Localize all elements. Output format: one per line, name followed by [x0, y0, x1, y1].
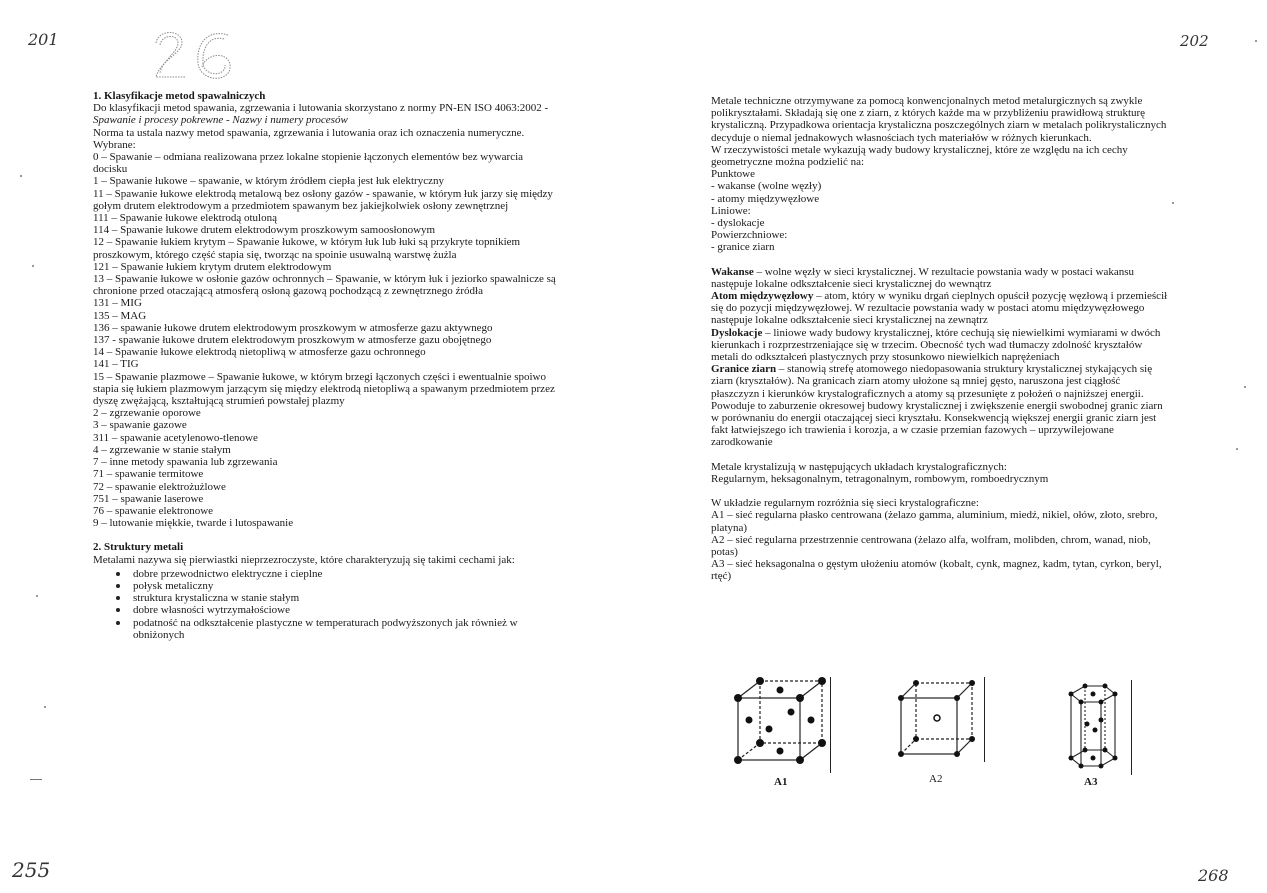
- process-item: 137 - spawanie łukowe drutem elektrodowym proszkowym w atmosferze gazu obojętnego: [93, 334, 492, 347]
- figure-a2-bcc-lattice: [896, 676, 976, 761]
- intro-paragraph: Do klasyfikacji metod spawania, zgrzewania i lutowania skorzystano z normy PN-EN ISO 4063:2002 - Spawanie i procesy pokrewne - Nazwy i numery procesów: [93, 102, 549, 127]
- section1-title: 1. Klasyfikacje metod spawalniczych: [93, 90, 266, 102]
- figure-divider: [830, 677, 831, 773]
- process-item: 121 – Spawanie łukiem krytym drutem elektrodowym: [93, 260, 332, 273]
- process-item: 11 – Spawanie łukowe elektrodą metalową bez osłony gazów - spawanie, w którym łuk jarzy się między gołym drutem elektrodowym a przedmiotem spawanym bez jakiejkolwiek osłony zewnętrznej: [93, 187, 553, 212]
- process-item: 15 – Spawanie plazmowe – Spawanie łukowe, w którym brzegi łączonych części i ewentualnie spoiwo stapia się łukiem plazmowym jarzącym się między elektrodą nietopliwą a spawanym przedmiotem przez dyszę zwężającą, kształtującą strumień powstałej plazmy: [93, 370, 555, 408]
- process-item: 0 – Spawanie – odmiana realizowana przez lokalne stopienie łączonych elementów bez wywarcia docisku: [93, 151, 524, 176]
- lattice-item: A2 – sieć regularna przestrzennie centrowana (żelazo alfa, wolfram, molibden, chrom, wanad, niob, potas): [711, 533, 1151, 558]
- paragraph: W rzeczywistości metale wykazują wady budowy krystalicznej, które ze względu na ich cechy geometryczne można podzielić na:: [711, 143, 1128, 169]
- margin-mark: [30, 779, 42, 780]
- metal-features-list: [93, 568, 558, 641]
- defect-item: Liniowe:: [711, 204, 751, 217]
- margin-speck: [1255, 40, 1257, 42]
- process-item: 751 – spawanie laserowe: [93, 492, 204, 505]
- paragraph: Wybrane:: [93, 138, 136, 151]
- margin-speck: [44, 706, 46, 708]
- process-item: 131 – MIG: [93, 297, 142, 310]
- lattice-item: A1 – sieć regularna płasko centrowana (żelazo gamma, aluminium, miedź, nikiel, ołów, złoto, srebro, platyna): [711, 509, 1158, 534]
- defect-item: Punktowe: [711, 168, 755, 181]
- section2-intro: Metalami nazywa się pierwiastki nieprzezroczyste, które charakteryzują się takimi cechami jak:: [93, 553, 515, 566]
- list-item: dobre przewodnictwo elektryczne i cieplne: [133, 568, 558, 580]
- defect-item: Powierzchniowe:: [711, 229, 788, 242]
- process-item: 111 – Spawanie łukowe elektrodą otuloną: [93, 212, 277, 225]
- process-item: 141 – TIG: [93, 358, 139, 371]
- definition-grain-boundary: Granice ziarn – stanowią strefę atomowego niedopasowania struktury krystalicznej stykających się ziarn (kryształów). Na granicach ziarn atomy ułożone są mniej gęsto, naruszona jest ciągłość płaszczyzn i kierunków krystalograficznych a atomy są przesunięte z położeń o najniższej energii. Powoduje to zaburzenie okresowej budowy krystalicznej i zwiększenie energii swobodnej granic ziarn w porównaniu do energii otaczającej sieci kryształu. Konsekwencją większej energii granic ziarn jest fakt łatwiejszego ich trawienia i korozja, a w czasie przemian fazowych – uprzywilejowane zarodkowanie: [711, 363, 1163, 449]
- left-column: [93, 90, 558, 641]
- list-item: dobre własności wytrzymałościowe: [133, 604, 558, 616]
- handwritten-page-number-top-right: 202: [1180, 32, 1209, 50]
- process-item: 4 – zgrzewanie w stanie stałym: [93, 443, 231, 456]
- definition-interstitial: Atom międzywęzłowy – atom, który w wyniku drgań cieplnych opuścił pozycję węzłową i przemieścił się do pozycji międzywęzłowej. W rezultacie powstania wady w postaci atomu międzywęzłowego następuje lokalne odkształcenie sieci krystalicznej na zewnątrz: [711, 290, 1168, 327]
- figure-divider: [984, 677, 985, 762]
- defect-item: - granice ziarn: [711, 241, 775, 254]
- lattice-item: A3 – sieć heksagonalna o gęstym ułożeniu atomów (kobalt, cynk, magnez, kadm, tytan, cyrkon, beryl, rtęć): [711, 558, 1162, 583]
- process-item: 3 – spawanie gazowe: [93, 419, 187, 432]
- figure-a3-hcp-lattice: [1063, 682, 1123, 772]
- process-item: 311 – spawanie acetylenowo-tlenowe: [93, 431, 258, 444]
- margin-speck: [1236, 448, 1238, 450]
- defect-item: - atomy międzywęzłowe: [711, 192, 820, 205]
- margin-speck: [1244, 386, 1246, 388]
- process-item: 14 – Spawanie łukowe elektrodą nietopliwą w atmosferze gazu ochronnego: [93, 346, 426, 359]
- process-item: 135 – MAG: [93, 309, 147, 322]
- process-item: 9 – lutowanie miękkie, twarde i lutospawanie: [93, 517, 294, 530]
- right-column: [711, 95, 1171, 583]
- list-item: połysk metaliczny: [133, 580, 558, 592]
- scribble-stamp: [148, 25, 243, 91]
- margin-speck: [36, 595, 38, 597]
- figure-a1-fcc-lattice: [733, 676, 828, 771]
- section2-title: 2. Struktury metali: [93, 541, 184, 554]
- definition-dislocation: Dyslokacje – liniowe wady budowy krystalicznej, które cechują się niewielkimi wymiarami w dwóch kierunkach i rozprzestrzeniające się w trzecim. Obecność tych wad tłumaczy zdolność kryształów metali do odkształceń plastycznych przy stosunkowo niewielkich naprężeniach: [711, 326, 1161, 364]
- figure-label-a1: A1: [774, 776, 788, 788]
- figure-label-a2: A2: [929, 773, 943, 785]
- figure-label-a3: A3: [1084, 776, 1098, 788]
- margin-speck: [32, 265, 34, 267]
- process-item: 13 – Spawanie łukowe w osłonie gazów ochronnych – Spawanie, w którym łuk i jeziorko spawalnicze są chronione przed otaczającą atmosferą osłoną gazową pochodzącą z zewnętrznego źródła: [93, 273, 556, 298]
- margin-speck: [1172, 202, 1174, 204]
- paragraph: Metale krystalizują w następujących układach krystalograficznych:: [711, 460, 1007, 473]
- process-item: 1 – Spawanie łukowe – spawanie, w którym źródłem ciepła jest łuk elektryczny: [93, 175, 444, 188]
- handwritten-page-number-bottom-right: 268: [1198, 866, 1229, 885]
- paragraph: Norma ta ustala nazwy metod spawania, zgrzewania i lutowania oraz ich oznaczenia numeryczne.: [93, 126, 525, 139]
- paragraph: W układzie regularnym rozróżnia się sieci krystalograficzne:: [711, 497, 979, 510]
- defect-item: - dyslokacje: [711, 217, 765, 230]
- process-item: 7 – inne metody spawania lub zgrzewania: [93, 456, 278, 469]
- list-item: struktura krystaliczna w stanie stałym: [133, 592, 558, 604]
- norm-title: Spawanie i procesy pokrewne - Nazwy i numery procesów: [93, 114, 348, 127]
- defect-item: - wakanse (wolne węzły): [711, 180, 822, 193]
- handwritten-page-number-bottom-left: 255: [12, 858, 51, 882]
- process-item: 114 – Spawanie łukowe drutem elektrodowym proszkowym samoosłonowym: [93, 224, 436, 237]
- figure-divider: [1131, 680, 1132, 775]
- paragraph: Metale techniczne otrzymywane za pomocą konwencjonalnych metod metalurgicznych są zwykle polikryształami. Składają się one z ziarn, z których każde ma w przybliżeniu prawidłową strukturę krystaliczną. Przypadkowa orientacja krystaliczna poszczególnych ziarn w metalach polikrystalicznych decyduje o niemal jednakowych własnościach tych materiałów w różnych kierunkach.: [711, 95, 1167, 144]
- process-item: 136 – spawanie łukowe drutem elektrodowym proszkowym w atmosferze gazu aktywnego: [93, 321, 493, 334]
- process-item: 12 – Spawanie łukiem krytym – Spawanie łukowe, w którym łuk lub łuki są przykryte topnikiem proszkowym, którego część stapia się, tworząc na spoinie usuwalną warstwę żużla: [93, 236, 521, 261]
- process-item: 72 – spawanie elektrożużlowe: [93, 480, 226, 493]
- list-item: podatność na odkształcenie plastyczne w temperaturach podwyższonych jak również w obniżonych: [133, 617, 558, 641]
- paragraph: Regularnym, heksagonalnym, tetragonalnym, rombowym, romboedrycznym: [711, 472, 1049, 485]
- margin-speck: [20, 175, 22, 177]
- handwritten-page-number-top-left: 201: [28, 30, 59, 49]
- definition-vacancy: Wakanse – wolne węzły w sieci krystalicznej. W rezultacie powstania wady w postaci wakansu następuje lokalne odkształcenie sieci krystalicznej do wewnątrz: [711, 265, 1134, 290]
- process-item: 2 – zgrzewanie oporowe: [93, 407, 201, 420]
- process-item: 71 – spawanie termitowe: [93, 468, 204, 481]
- process-item: 76 – spawanie elektronowe: [93, 504, 214, 517]
